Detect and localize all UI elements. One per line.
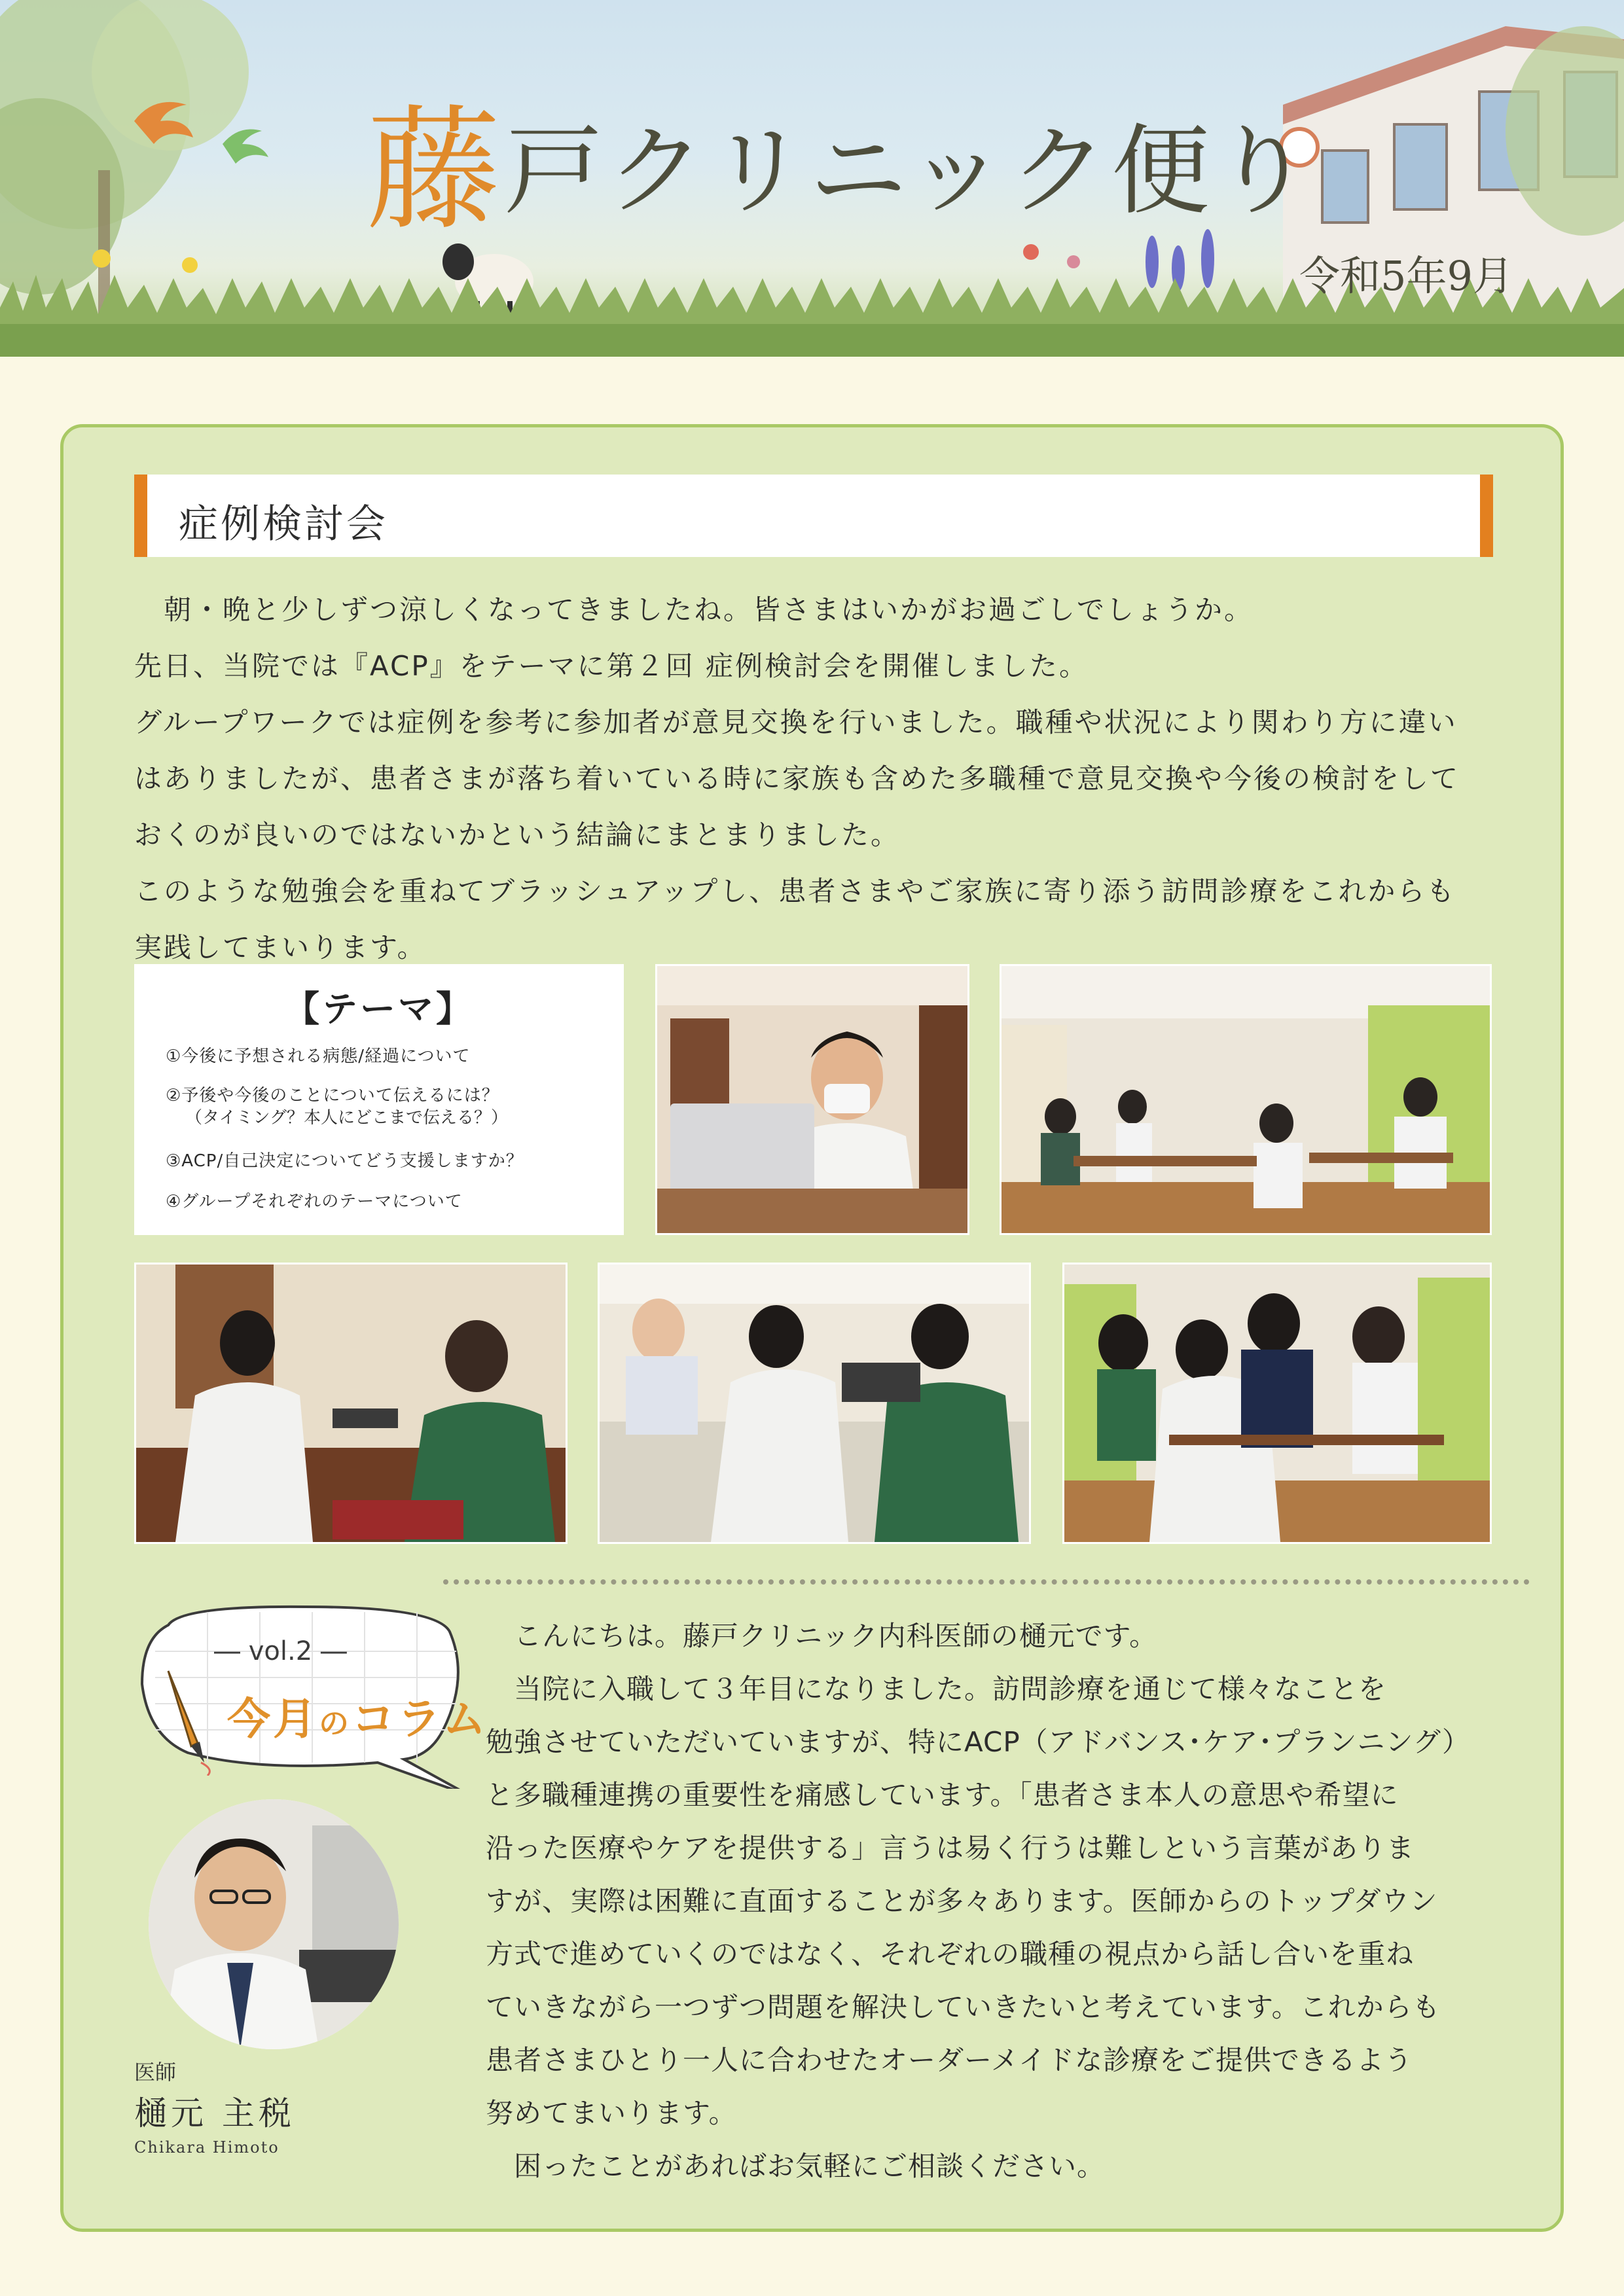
column-line: こんにちは。藤戸クリニック内科医師の樋元です。 <box>486 1620 1158 1652</box>
photo-group-2 <box>598 1263 1031 1544</box>
intro-line: はありましたが、患者さまが落ち着いている時に家族も含めた多職種で意見交換や今後の検討をして <box>134 762 1460 795</box>
column-line: ていきながら一つずつ問題を解決していきたいと考えています。これからも <box>486 1991 1441 2023</box>
title-first-char: 藤 <box>367 93 505 249</box>
theme-item-sub: （タイミング？本人にどこまで伝える？） <box>185 1108 508 1128</box>
heading-accent-left <box>134 475 147 557</box>
case-conference-text <box>134 582 1509 976</box>
intro-line: グループワークでは症例を参考に参加者が意見交換を行いました。職種や状況により関わり方に違い <box>134 706 1458 738</box>
column-line: 方式で進めていくのではなく、それぞれの職種の視点から話し合いを重ね <box>486 1938 1415 1970</box>
title-rest: 戸クリニック便り <box>505 115 1316 228</box>
intro-line: このような勉強会を重ねてブラッシュアップし、患者さまやご家族に寄り添う訪問診療をこれからも <box>134 875 1456 907</box>
newsletter-title <box>367 62 1316 255</box>
column-line: 患者さまひとり一人に合わせたオーダーメイドな診療をご提供できるよう <box>486 2044 1413 2076</box>
heading-accent-right <box>1480 475 1493 557</box>
theme-item: ①今後に予想される病態/経過について <box>166 1047 471 1066</box>
theme-item: ④グループそれぞれのテーマについて <box>166 1192 463 1211</box>
column-line: 努めてまいります。 <box>486 2097 737 2129</box>
column-line: 困ったことがあればお気軽にご相談ください。 <box>486 2150 1106 2182</box>
doctor-portrait <box>149 1799 399 2049</box>
intro-line: おくのが良いのではないかという結論にまとまりました。 <box>134 819 901 851</box>
column-title <box>227 1684 488 1746</box>
column-volume: ― vol.2 ― <box>214 1636 347 1666</box>
column-line: と多職種連携の重要性を痛感しています。「患者さま本人の意思や希望に <box>486 1779 1399 1811</box>
issue-date: 令和5年9月 <box>1299 252 1513 300</box>
intro-line: 朝・晩と少しずつ涼しくなってきましたね。皆さまはいかがお過ごしでしょうか。 <box>134 594 1254 626</box>
column-line: すが、実際は困難に直面することが多々あります。医師からのトップダウン <box>486 1885 1438 1917</box>
theme-box <box>134 964 624 1235</box>
fountain-pen-icon <box>162 1664 221 1776</box>
author-name: 樋元 主税 <box>134 2094 295 2132</box>
column-line: 勉強させていただいていますが、特にACP（アドバンス･ケア･プランニング） <box>486 1726 1470 1758</box>
photo-group-1 <box>134 1263 568 1544</box>
intro-line: 先日、当院では『ACP』をテーマに第２回 症例検討会を開催しました。 <box>134 650 1089 682</box>
section-heading-label: 症例検討会 <box>179 501 388 547</box>
column-title-a: 今月 <box>227 1694 319 1744</box>
dotted-divider <box>443 1579 1530 1585</box>
column-badge <box>129 1599 496 1791</box>
theme-item: ③ACP/自己決定についてどう支援しますか？ <box>166 1151 524 1171</box>
author-role: 医師 <box>134 2060 177 2085</box>
column-title-c: コラム <box>352 1694 489 1744</box>
author-romaji: Chikara Himoto <box>134 2138 280 2157</box>
intro-line: 実践してまいります。 <box>134 931 427 963</box>
main-panel <box>60 424 1564 2232</box>
column-line: 沿った医療やケアを提供する」言うは易く行うは難しという言葉がありま <box>486 1832 1415 1864</box>
section-heading <box>134 475 1493 557</box>
theme-title: 【テーマ】 <box>284 988 474 1030</box>
photo-group-room <box>1000 964 1492 1235</box>
photo-group-3 <box>1062 1263 1492 1544</box>
column-title-b: の <box>319 1706 352 1741</box>
column-body <box>486 1609 1507 2193</box>
column-line: 当院に入職して３年目になりました。訪問診療を通じて様々なことを <box>486 1673 1387 1705</box>
header-banner <box>0 0 1624 357</box>
photo-presenter <box>655 964 969 1235</box>
theme-item: ②予後や今後のことについて伝えるには？ <box>166 1086 499 1105</box>
